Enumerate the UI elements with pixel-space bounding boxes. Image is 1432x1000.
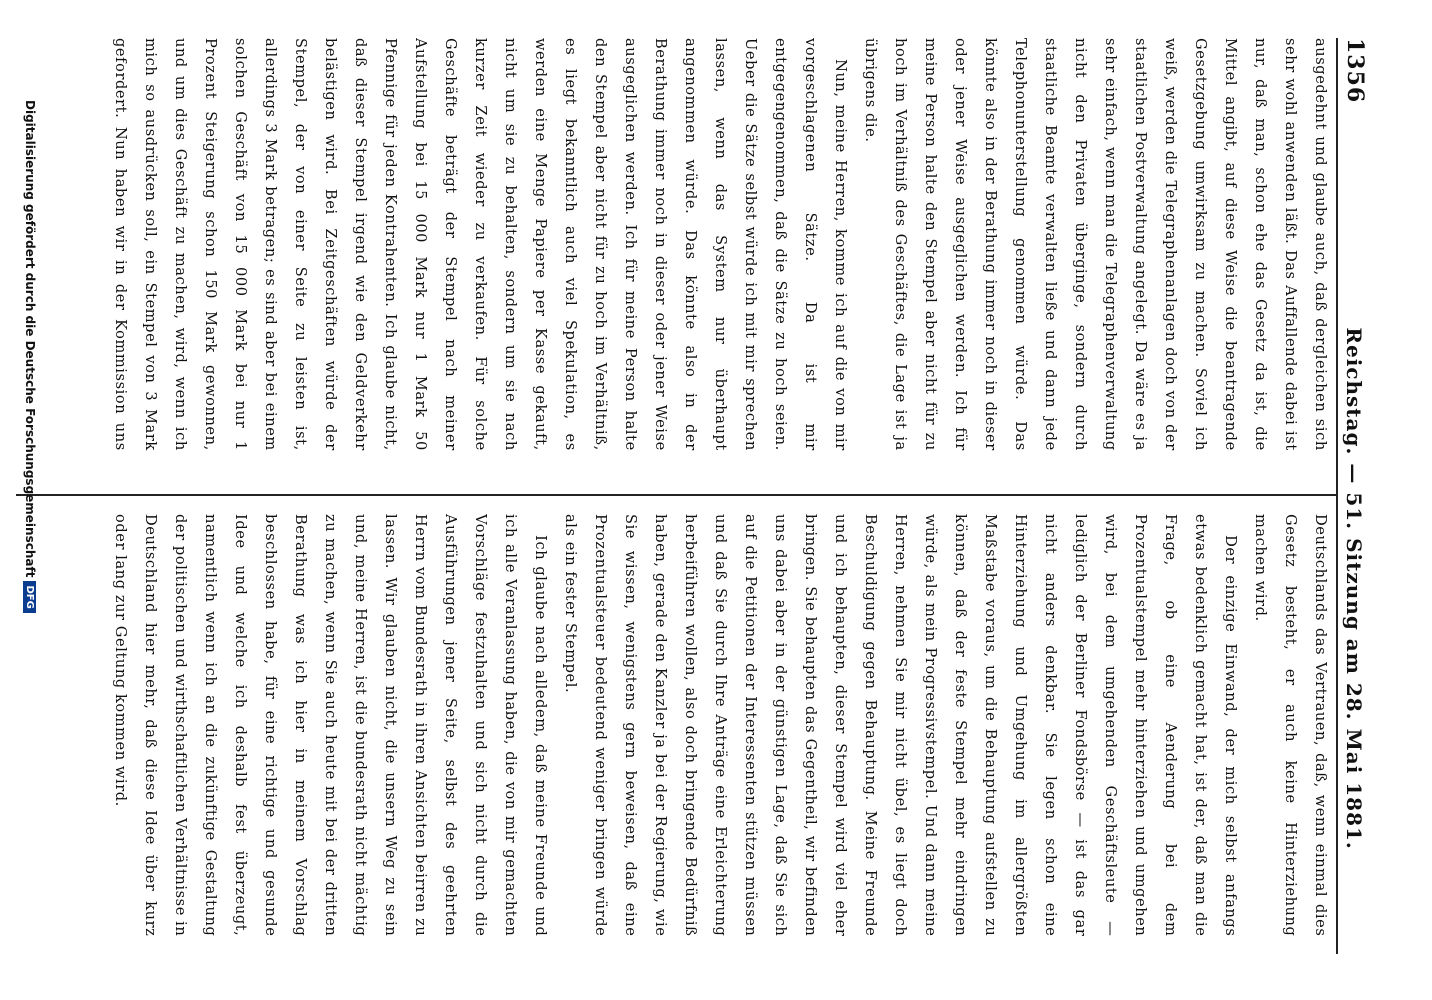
paragraph: ausgedehnt und glaube auch, daß dergleichen sich sehr wohl anwenden läßt. Das Auffallende dabei ist nur, daß man, schon ehe das Gesetz da ist, die Mittel angibt, auf diese Weise die beantragende Gesetzgebung umwirksam zu machen. Soviel ich weiß, werden die Telegraphenanlagen doch von der staatlichen Postverwaltung angelegt. Da wäre es ja sehr einfach, wenn man die Telegraphenverwaltung nicht den Privaten überginge, sondern durch staatliche Beamte verwalten ließe und dann jede Telephonunterstellung genommen würde. Das könnte also in der Berathung immer noch in dieser oder jener Weise ausgeglichen werden. Ich für meine Person halte den Stempel aber nicht für zu hoch im Verhältniß des Geschäftes, die Lage ist ja übrigens die.	[862, 38, 1330, 451]
page-title: Reichstag. — 51. Sitzung am 28. Mai 1881.	[1342, 327, 1366, 850]
dfg-logo: DFG	[24, 581, 37, 612]
paragraph: Der einzige Einwand, der mich selbst anfangs etwas bedenklich gemacht hat, ist der, daß man die Frage, ob eine Aenderung bei dem Prozentualstempel mehr hinterziehen und umgehen wird, bei dem umgehenden Geschäftsleute — lediglich der Berliner Fondsbörse — ist das gar nicht anders denkbar. Sie legen schon eine Hinterziehung und Umgehung im allergrößten Maßstabe voraus, um die Behauptung aufstellen zu können, daß der feste Stempel mehr eindringen würde, als mein Progressivstempel. Und dann meine Herren, nehmen Sie mir nicht übel, es liegt doch Beschuldigung gegen Behauptung. Meine Freunde und ich behaupten, dieser Stempel wird viel eher bringen. Sie behaupten das Gegentheil, wir befinden uns dabei aber in der günstigen Lage, daß Sie sich auf die Petitionen der Interessenten stützen müssen und daß Sie durch Ihre Anträge eine Erleichterung herbeiführen wollen, also doch bringende Bedürfniß haben, gerade den Kanzler ja bei der Regierung, wie Sie wissen, wenigstens gern beweisen, daß eine Prozentualsteuer bedeutend weniger bringen würde als ein fester Stempel.	[562, 514, 1240, 937]
column-divider	[16, 494, 1336, 496]
digitization-credit	[16, 100, 44, 960]
right-column	[106, 514, 1336, 936]
left-column	[106, 38, 1336, 451]
paragraph: Nun, meine Herren, komme ich auf die von mir vorgeschlagenen Sätze. Da ist mir entgegengenommen, daß die Sätze zu hoch seien. Ueber die Sätze selbst würde ich mit mir sprechen lassen, wenn das System nur überhaupt angenommen würde. Das könnte also in der Berathung immer noch in dieser oder jener Weise ausgeglichen werden. Ich für meine Person halte den Stempel aber nicht für zu hoch im Verhältniß, es liegt bekanntlich auch viel Spekulation, es werden eine Menge Papiere per Kasse gekauft, nicht um sie zu behalten, sondern um sie nach kurzer Zeit wieder zu verkaufen. Für solche Geschäfte beträgt der Stempel nach meiner Aufstellung bei 15 000 Mark nur 1 Mark 50 Pfennige für jeden Kontrahenten. Ich glaube nicht, daß dieser Stempel irgend wie den Geldverkehr belästigen wird. Bei Zeitgeschäften würde der Stempel, der von einer Seite zu leisten ist, allerdings 3 Mark betragen; es sind aber bei einem solchen Geschäft von 15 000 Mark bei nur 1 Prozent Steigerung schon 150 Mark gewonnen, und um dies Geschäft zu machen, wird, wenn ich mich so ausdrücken soll, ein Stempel von 3 Mark gefordert. Nun haben wir in der Kommission uns	[112, 38, 850, 451]
page-header	[1336, 38, 1402, 954]
page-number: 1356	[1342, 38, 1368, 104]
paragraph: Deutschlands das Vertrauen, daß, wenn einmal dies Gesetz besteht, er auch keine Hinterziehung machen wird.	[1252, 514, 1330, 937]
credit-text: Digitalisierung gefördert durch die Deutsche Forschungsgemeinschaft	[23, 100, 37, 578]
paragraph: Ich glaube nach alledem, daß meine Freunde und ich alle Veranlassung haben, die von mir gemachten Vorschläge festzuhalten und sich nicht durch die Ausführungen jener Seite, selbst des geehrten Herrn vom Bundesrath in ihren Ansichten beirren zu lassen. Wir glauben nicht, die unsern Weg zu sein und, meine Herren, ist die bundesrath nicht mächtig zu machen, wenn Sie auch heute mit bei der dritten Berathung was ich hier in meinem Vorschlag beschlossen habe, für eine richtige und gesunde Idee und welche ich deshalb fest überzeugt, namentlich wenn ich an die zukünftige Gestaltung der politischen und wirthschaftlichen Verhältnisse in Deutschland hier mehr, daß diese Idee über kurz oder lang zur Geltung kommen wird.	[112, 514, 550, 937]
